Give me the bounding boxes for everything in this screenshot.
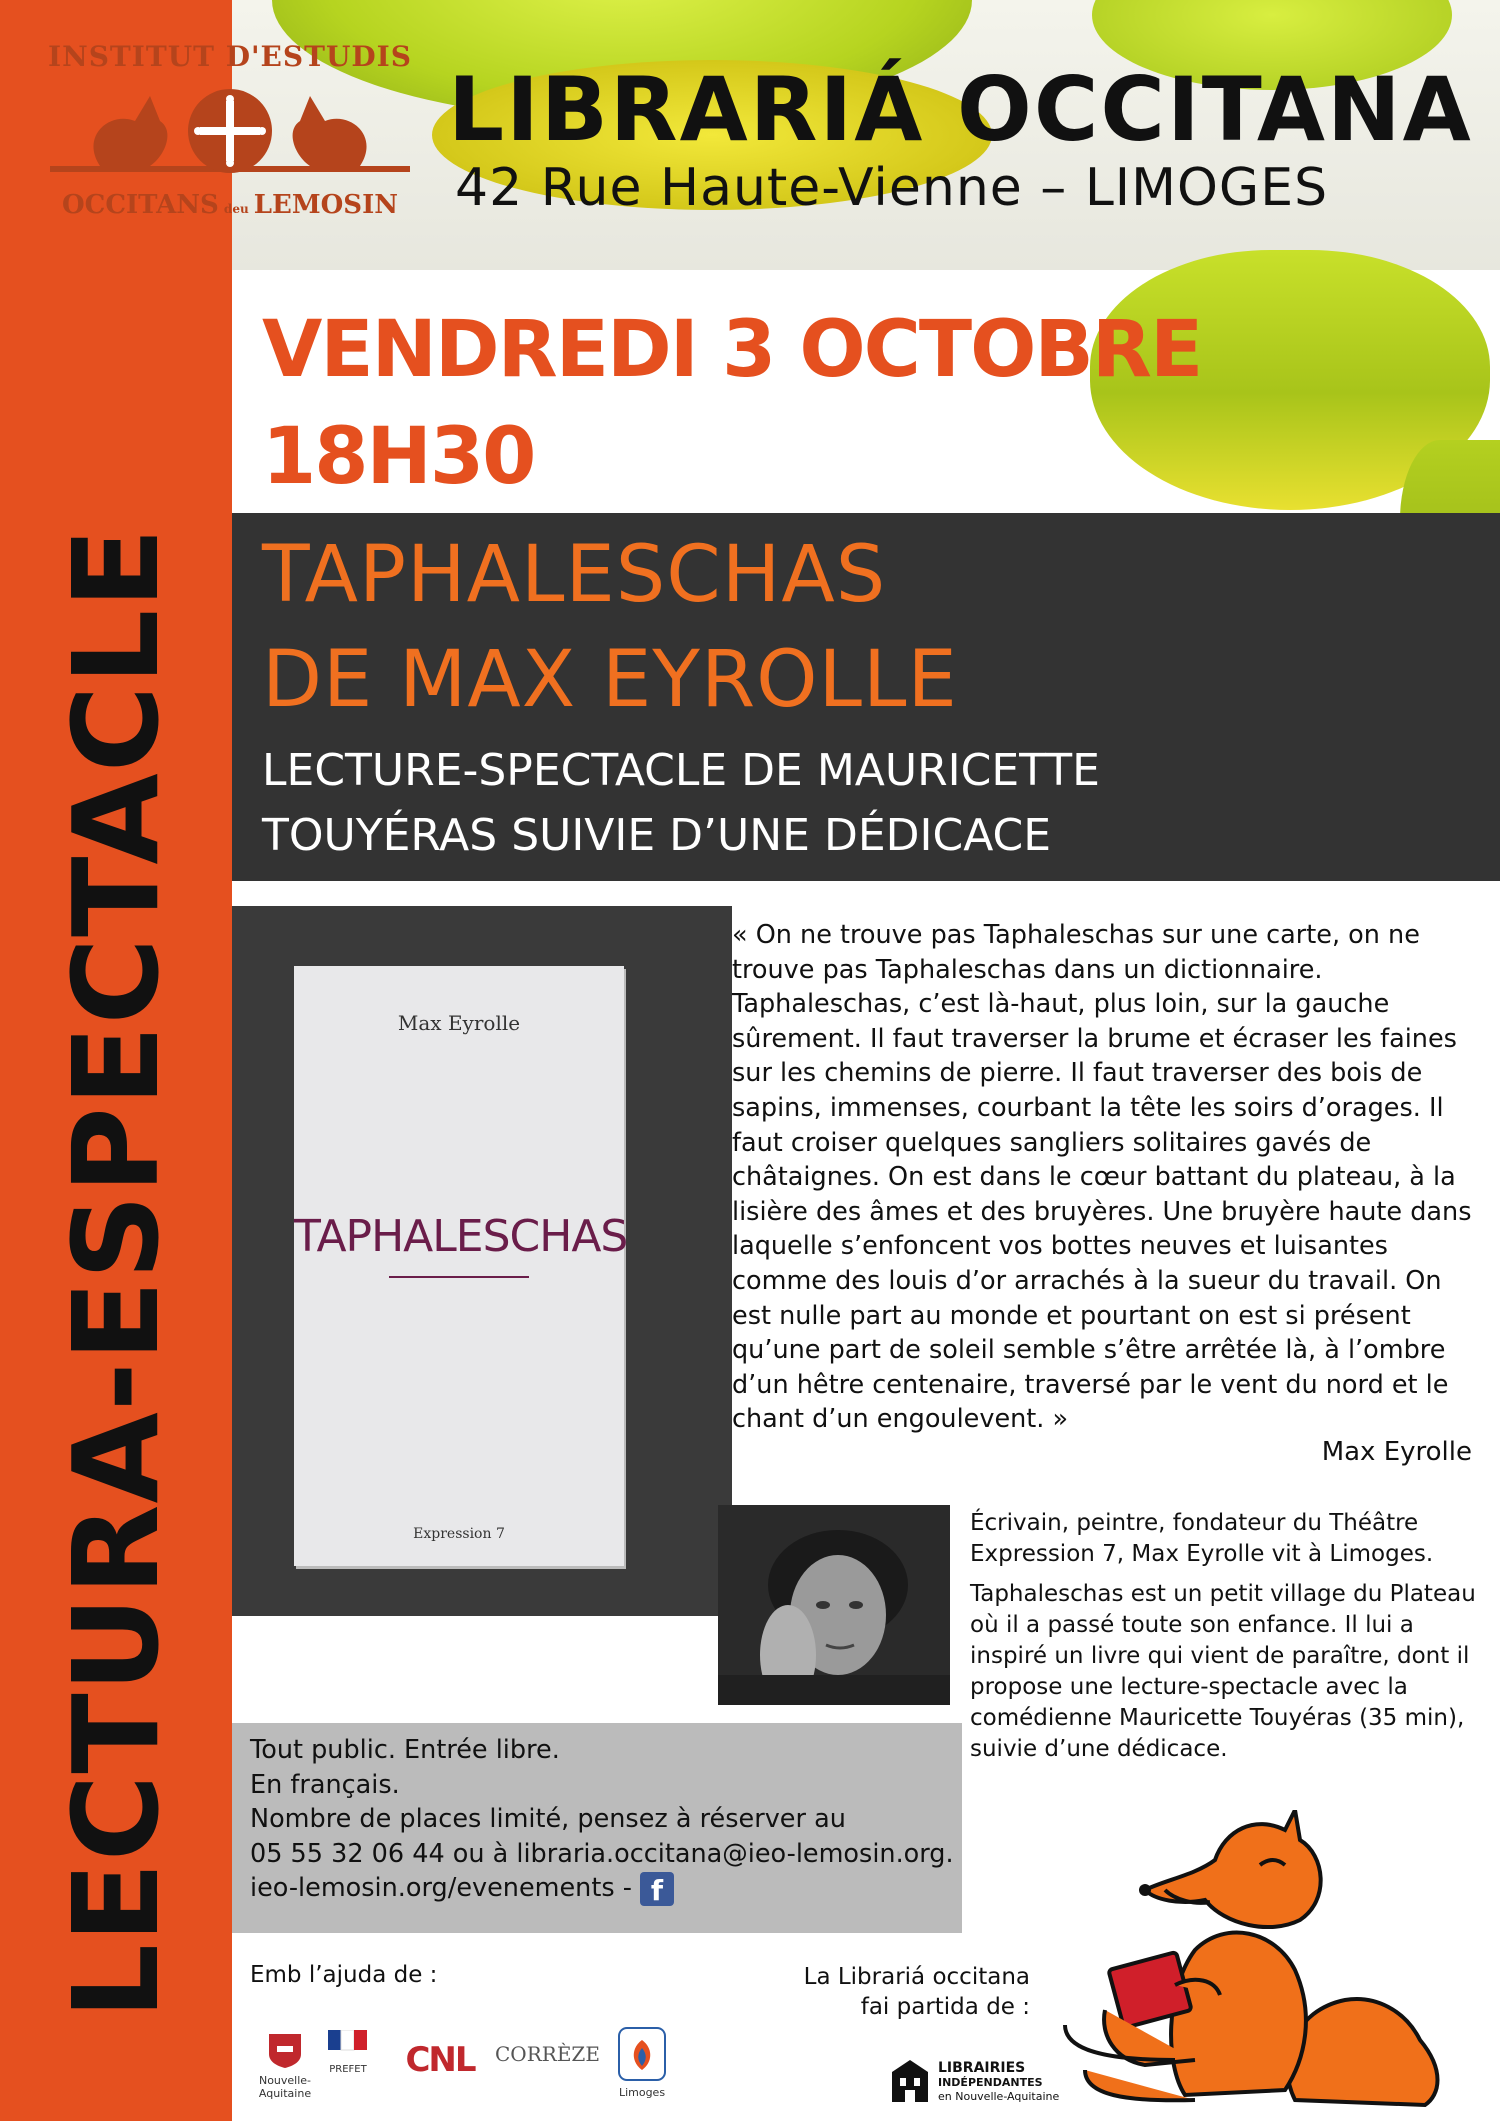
events-link[interactable]: ieo-lemosin.org/evenements -	[250, 1873, 632, 1903]
partner-cnl	[390, 2040, 490, 2080]
lib-logo-line1: LIBRAIRIES	[938, 2060, 1026, 2076]
book-quote: « On ne trouve pas Taphaleschas sur une carte, on ne trouve pas Taphaleschas dans un dictionnaire. Taphaleschas, c’est là-haut, plus loin, sur la gauche sûrement. Il faut traverser la brume et écraser les faines sur les chemins de pierre. Il faut traverser des bois de sapins, immenses, courbant la tête les soirs d’orages. Il faut croiser quelques sangliers solitaires gavés de châtaignes. On est dans le cœur battant du plateau, à la lisière des âmes et des bruyères. Une bruyère haute dans laquelle s’enfoncent vos bottes neuves et luisantes comme des louis d’or arrachés à la sueur du travail. On est nulle part au monde et pourtant on est si présent qu’une part de soleil semble s’être arrêtée là, à l’ombre d’un hêtre centenaire, traversé par le vent du nord et le chant d’un engoulevent. »	[732, 920, 1472, 1435]
librairies-independantes-logo	[888, 2058, 1068, 2108]
network-line-2: fai partida de :	[860, 1994, 1030, 2020]
facebook-icon[interactable]: f	[640, 1872, 674, 1906]
info-line-2: En français.	[250, 1769, 400, 1800]
shop-name: LIBRARIÁ OCCITANA	[448, 58, 1473, 161]
partner-prefet	[318, 2030, 378, 2075]
event-title-line2: DE MAX EYROLLE	[262, 635, 958, 725]
lib-logo-line2: INDÉPENDANTES	[938, 2076, 1043, 2089]
practical-info	[250, 1733, 954, 1906]
book-title: TAPHALESCHAS	[294, 1211, 628, 1262]
lib-logo-line3: en Nouvelle-Aquitaine	[938, 2090, 1060, 2103]
network-note	[760, 1962, 1030, 2022]
partner-nouvelle-aquitaine	[250, 2030, 320, 2100]
network-line-1: La Librariá occitana	[803, 1964, 1030, 1990]
contact-info[interactable]: 05 55 32 06 44 ou à libraria.occitana@ieo-lemosin.org.	[250, 1838, 954, 1869]
logo-bottom-right: LEMOSIN	[253, 190, 398, 220]
event-time: 18H30	[262, 412, 535, 502]
shop-address: 42 Rue Haute-Vienne – LIMOGES	[455, 158, 1329, 218]
logo-bottom-small: deu	[223, 202, 249, 216]
event-subtitle-line1: LECTURE-SPECTACLE DE MAURICETTE	[262, 745, 1100, 796]
book-author: Max Eyrolle	[397, 1011, 521, 1035]
info-line-1: Tout public. Entrée libre.	[250, 1735, 560, 1765]
partner-label: Limoges	[618, 2086, 666, 2099]
side-title: LECTURA-ESPECTACLE	[47, 526, 185, 2020]
partner-limoges	[612, 2026, 672, 2099]
logo-bottom-left: OCCITANS	[61, 190, 219, 220]
support-label: Emb l’ajuda de :	[250, 1962, 438, 1988]
info-line-4	[250, 1837, 954, 1872]
book-rule	[389, 1276, 529, 1278]
book-cover	[294, 966, 628, 1566]
event-date: VENDREDI 3 OCTOBRE	[262, 305, 1202, 395]
partner-label: CNL	[405, 2040, 475, 2080]
fox-mascot	[1045, 1810, 1465, 2110]
author-bio	[970, 1508, 1480, 1774]
logo-top-text: INSTITUT D'ESTUDIS	[48, 40, 412, 73]
book-publisher: Expression 7	[413, 1526, 505, 1542]
bio-paragraph-1: Écrivain, peintre, fondateur du Théâtre Expression 7, Max Eyrolle vit à Limoges.	[970, 1510, 1434, 1567]
author-portrait	[718, 1505, 950, 1705]
event-title-line1: TAPHALESCHAS	[262, 530, 887, 620]
partner-label: CORRÈZE	[495, 2042, 600, 2066]
info-line-5	[250, 1871, 954, 1906]
bio-paragraph-2: Taphaleschas est un petit village du Plateau où il a passé toute son enfance. Il lui a inspiré un livre qui vient de paraître, dont il propose une lecture-spectacle avec la comédienne Mauricette Touyéras (35 min), suivie d’une dédicace.	[970, 1581, 1476, 1762]
logo-emblem	[40, 76, 420, 196]
partner-label: PREFET	[329, 2064, 367, 2075]
book-photo	[232, 906, 732, 1616]
partner-label: Nouvelle-Aquitaine	[258, 2074, 312, 2100]
event-subtitle-line2: TOUYÉRAS SUIVIE D’UNE DÉDICACE	[262, 810, 1052, 861]
quote-author: Max Eyrolle	[1321, 1437, 1472, 1467]
info-line-3: Nombre de places limité, pensez à réserver au	[250, 1804, 846, 1834]
partner-correze	[495, 2042, 600, 2066]
ieo-logo	[40, 40, 420, 225]
